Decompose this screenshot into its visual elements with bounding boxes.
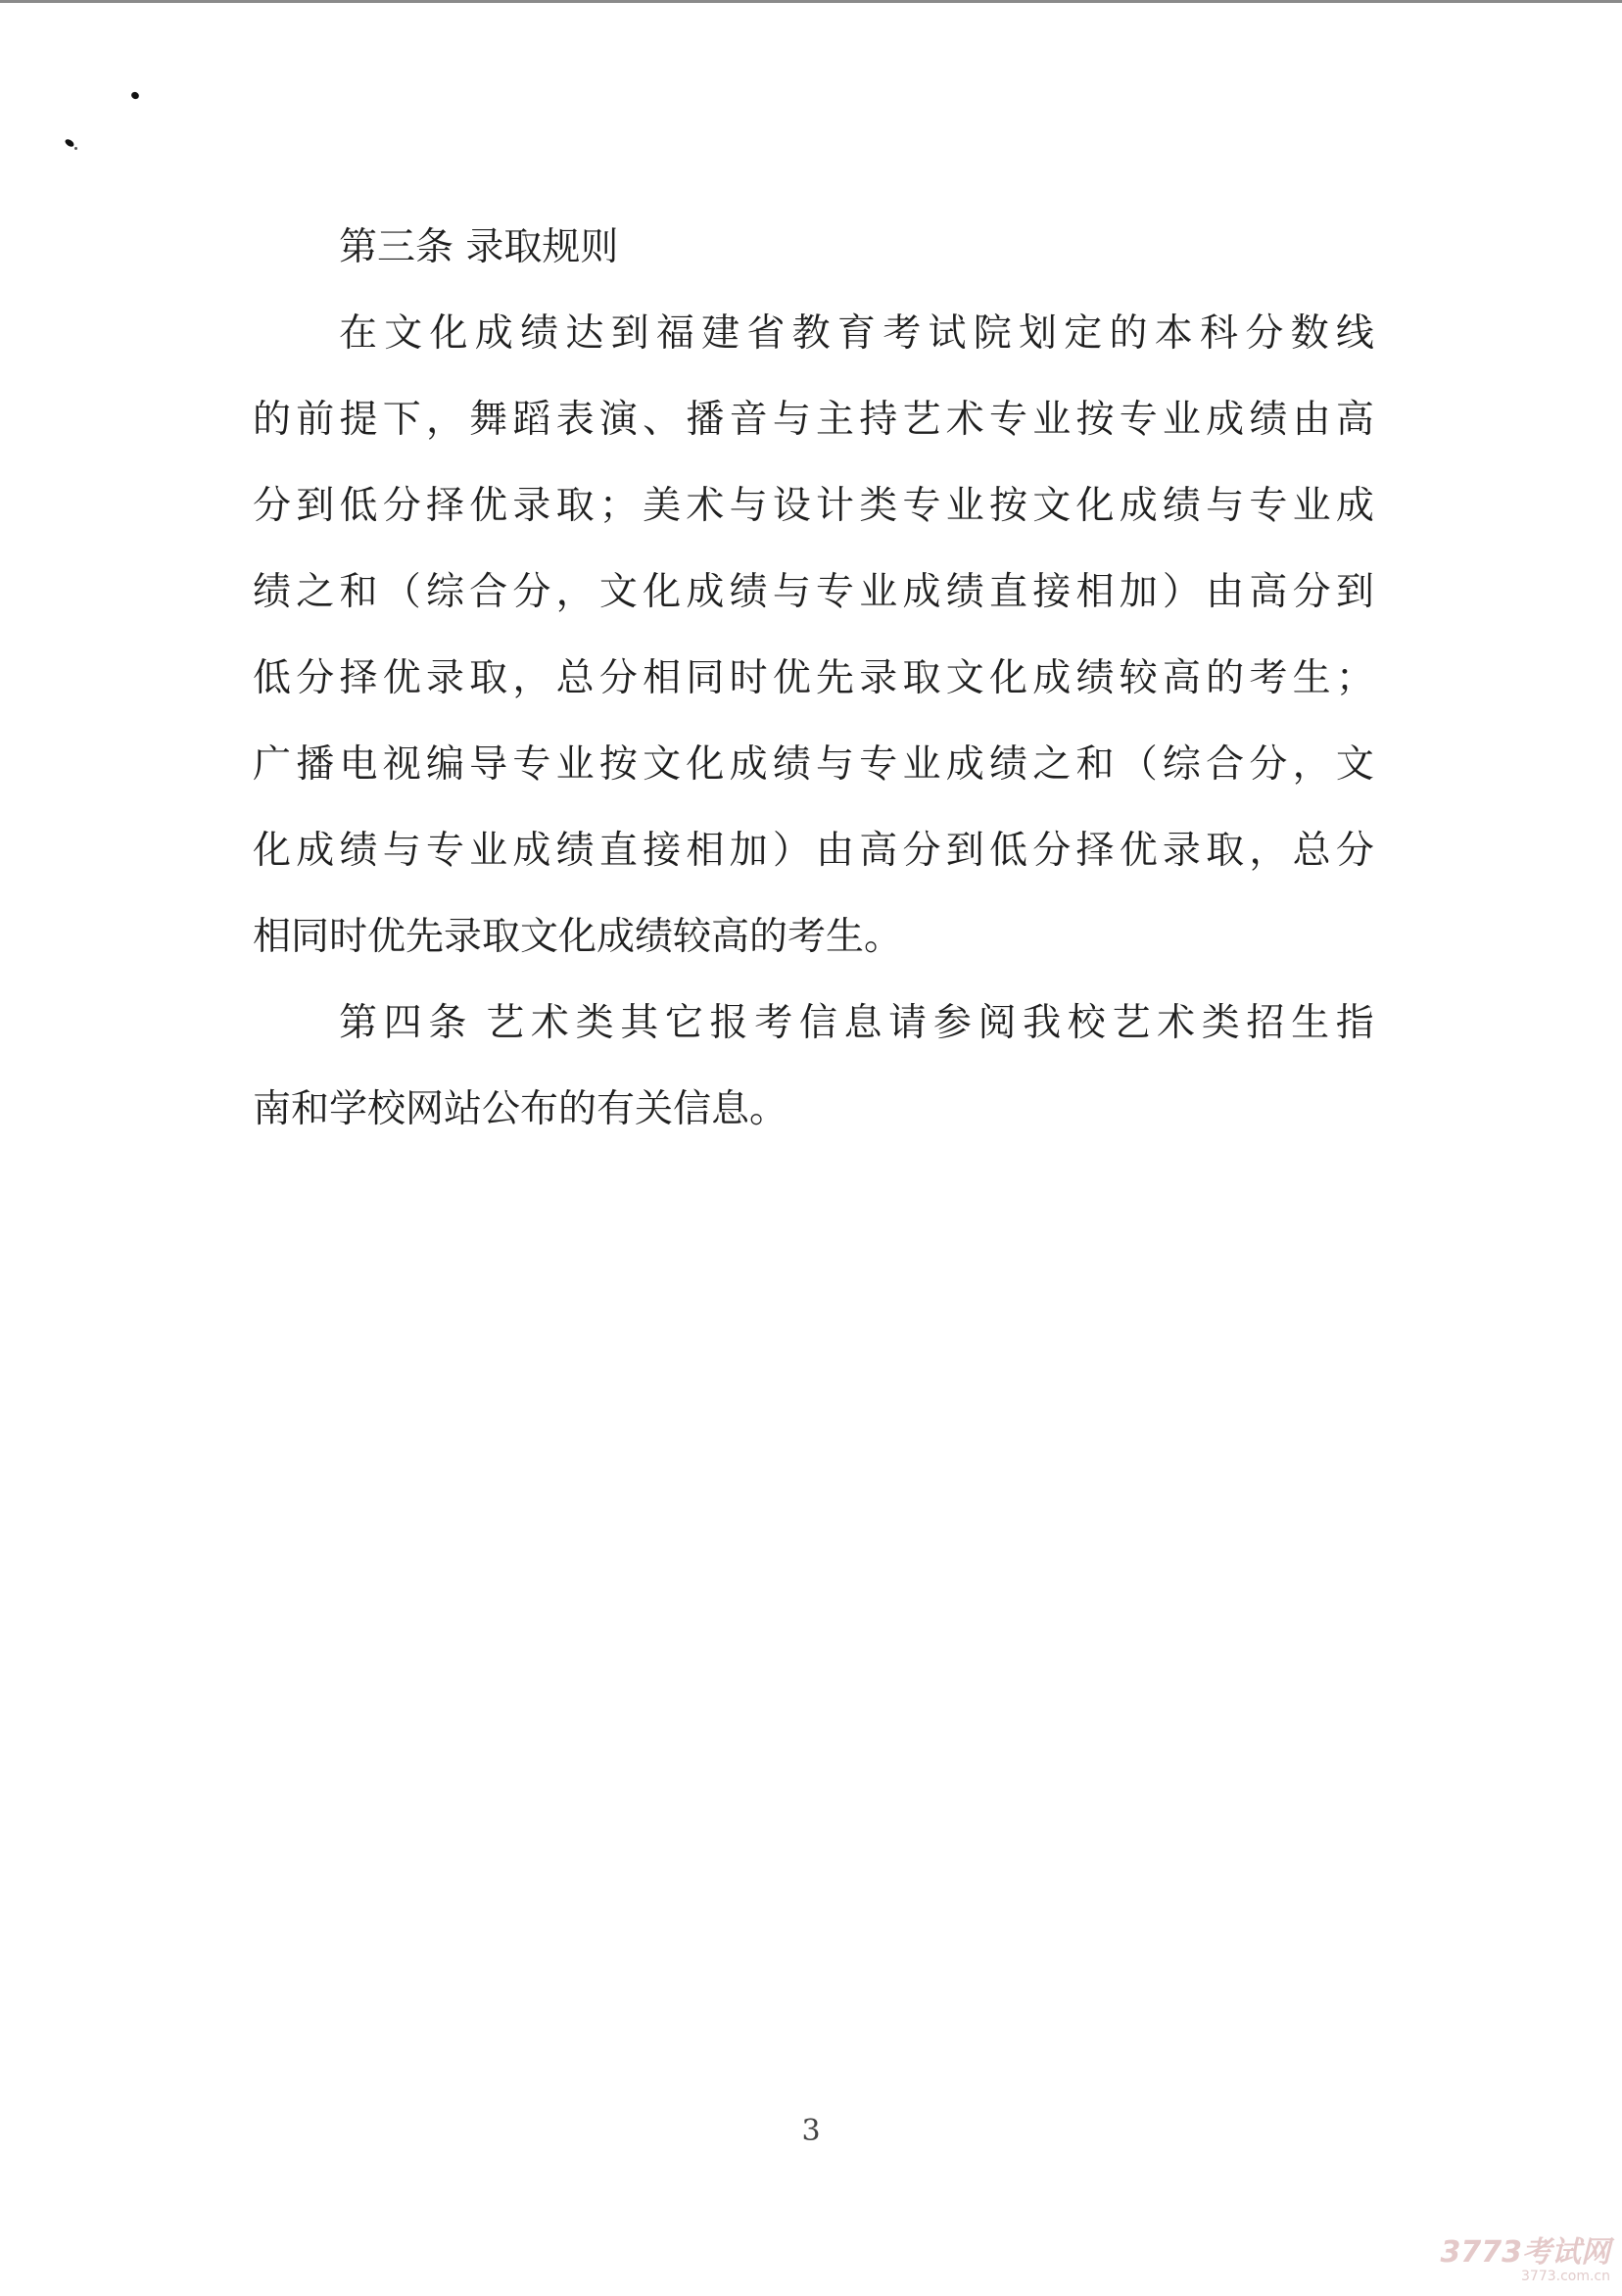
- text-char: 生: [1292, 656, 1331, 700]
- text-char: 成: [686, 570, 725, 614]
- watermark-main: 3773考试网: [1440, 2235, 1610, 2270]
- text-char: 达: [565, 311, 604, 356]
- text-char: 建: [701, 311, 740, 356]
- text-char: 业: [1292, 484, 1331, 528]
- text-char: 优: [469, 484, 508, 528]
- text-char: 定: [1064, 311, 1103, 356]
- scan-top-edge: [0, 0, 1622, 3]
- text-char: 艺: [902, 398, 941, 442]
- text-char: 分: [1245, 311, 1284, 356]
- text-char: 请: [888, 1001, 928, 1045]
- text-char: ）: [772, 829, 811, 873]
- text-char: 加: [1119, 570, 1158, 614]
- text-char: 之: [296, 570, 335, 614]
- text-char: 分: [1292, 570, 1331, 614]
- text-char: 到: [296, 484, 335, 528]
- text-char: 化: [686, 742, 725, 787]
- text-line: 南和学校网站公布的有关信息。: [253, 1087, 788, 1131]
- text-char: 文: [643, 742, 682, 787]
- text-char: 类: [575, 1001, 614, 1045]
- text-char: 成: [1032, 656, 1072, 700]
- text-char: 类: [1201, 1001, 1240, 1045]
- text-line: [253, 829, 1374, 873]
- text-char: 化: [253, 829, 292, 873]
- text-line: 相同时优先录取文化成绩较高的考生。: [253, 915, 903, 959]
- text-char: 择: [1075, 829, 1115, 873]
- text-char: 术: [945, 398, 984, 442]
- text-char: 与: [772, 570, 811, 614]
- text-char: ，: [555, 570, 595, 614]
- text-char: 绩: [1075, 656, 1115, 700]
- text-char: 取: [1206, 829, 1245, 873]
- text-char: 绩: [945, 570, 984, 614]
- text-char: 分: [902, 829, 941, 873]
- text-char: 专: [988, 398, 1027, 442]
- text-char: 直: [598, 829, 638, 873]
- text-char: 加: [729, 829, 768, 873]
- text-char: 专: [1119, 398, 1158, 442]
- text-char: 专: [902, 484, 941, 528]
- text-char: 合: [469, 570, 508, 614]
- text-char: ）: [1162, 570, 1201, 614]
- text-char: 与: [1206, 484, 1245, 528]
- text-char: 化: [988, 656, 1027, 700]
- text-char: 与: [382, 829, 421, 873]
- text-char: 主: [816, 398, 855, 442]
- text-char: 优: [1119, 829, 1158, 873]
- text-char: 院: [973, 311, 1012, 356]
- text-char: 择: [425, 484, 464, 528]
- text-char: 录: [1162, 829, 1201, 873]
- text-char: 舞: [469, 398, 508, 442]
- text-char: 文: [945, 656, 984, 700]
- text-char: 按: [1075, 398, 1115, 442]
- text-char: 高: [1249, 570, 1288, 614]
- text-char: 化: [643, 570, 682, 614]
- text-char: 成: [512, 829, 551, 873]
- text-char: 业: [1162, 398, 1201, 442]
- text-line: [339, 311, 1374, 356]
- text-char: 表: [555, 398, 595, 442]
- text-char: ，: [1292, 742, 1331, 787]
- text-char: 校: [1067, 1001, 1106, 1045]
- text-char: 同: [686, 656, 725, 700]
- text-char: 成: [296, 829, 335, 873]
- text-char: 相: [686, 829, 725, 873]
- text-char: 接: [643, 829, 682, 873]
- text-char: 考: [754, 1001, 793, 1045]
- text-char: 信: [798, 1001, 837, 1045]
- text-char: 和: [1075, 742, 1115, 787]
- text-char: 绩: [1249, 398, 1288, 442]
- text-char: 分: [1032, 829, 1072, 873]
- text-char: 专: [1249, 484, 1288, 528]
- text-char: 在: [339, 311, 378, 356]
- text-char: 条: [428, 1001, 467, 1045]
- text-char: 高: [1162, 656, 1201, 700]
- text-char: 优: [382, 656, 421, 700]
- text-char: 化: [1075, 484, 1115, 528]
- text-char: 设: [772, 484, 811, 528]
- text-char: 总: [555, 656, 595, 700]
- article-4-line: [339, 1001, 1374, 1045]
- text-char: 阅: [978, 1001, 1017, 1045]
- text-char: 取: [902, 656, 941, 700]
- text-char: 省: [746, 311, 786, 356]
- text-char: 综: [1162, 742, 1201, 787]
- text-char: 文: [598, 570, 638, 614]
- text-char: 演: [598, 398, 638, 442]
- text-char: 文: [1335, 742, 1374, 787]
- text-char: 数: [1290, 311, 1329, 356]
- text-char: 按: [988, 484, 1027, 528]
- text-char: 电: [339, 742, 378, 787]
- text-char: 报: [709, 1001, 748, 1045]
- text-line: [253, 484, 1374, 528]
- text-char: 持: [859, 398, 898, 442]
- text-char: 生: [1291, 1001, 1330, 1045]
- text-char: 艺: [1112, 1001, 1151, 1045]
- text-char: 播: [296, 742, 335, 787]
- text-char: 高: [1335, 398, 1374, 442]
- text-char: 择: [339, 656, 378, 700]
- text-char: 美: [643, 484, 682, 528]
- text-char: 编: [425, 742, 464, 787]
- text-char: 成: [1335, 484, 1374, 528]
- text-line: [253, 570, 1374, 614]
- text-char: 与: [729, 484, 768, 528]
- text-char: 分: [1335, 829, 1374, 873]
- scan-speck: [130, 90, 140, 100]
- text-char: 其: [620, 1001, 659, 1045]
- text-char: 艺: [486, 1001, 525, 1045]
- text-char: 成: [1206, 398, 1245, 442]
- text-char: 分: [1249, 742, 1288, 787]
- article-3-heading: 第三条 录取规则: [339, 225, 619, 269]
- text-char: 广: [253, 742, 292, 787]
- text-char: 文: [1032, 484, 1072, 528]
- text-char: 绩: [253, 570, 292, 614]
- text-line: [253, 656, 1374, 700]
- text-char: 到: [1335, 570, 1374, 614]
- text-char: ，: [425, 398, 464, 442]
- text-char: 考: [1249, 656, 1288, 700]
- text-char: 播: [686, 398, 725, 442]
- text-char: 绩: [1162, 484, 1201, 528]
- watermark-logo: [1441, 2227, 1611, 2284]
- text-char: 指: [1335, 1001, 1374, 1045]
- text-char: 绩: [988, 742, 1027, 787]
- text-char: 取: [555, 484, 595, 528]
- text-char: 本: [1154, 311, 1193, 356]
- text-char: 相: [1075, 570, 1115, 614]
- text-char: 试: [928, 311, 967, 356]
- watermark-sub: 3773.com.cn: [1521, 2269, 1610, 2284]
- text-char: 线: [1335, 311, 1374, 356]
- text-char: 的: [1109, 311, 1148, 356]
- text-char: 录: [512, 484, 551, 528]
- text-char: 较: [1119, 656, 1158, 700]
- text-char: 业: [945, 484, 984, 528]
- text-char: 接: [1032, 570, 1072, 614]
- text-char: 、: [643, 398, 682, 442]
- text-char: 招: [1246, 1001, 1285, 1045]
- text-char: 优: [772, 656, 811, 700]
- text-char: 绩: [339, 829, 378, 873]
- text-char: 绩: [729, 570, 768, 614]
- text-char: 分: [512, 570, 551, 614]
- text-char: 类: [859, 484, 898, 528]
- page-number: 3: [801, 2114, 821, 2148]
- text-char: ；: [598, 484, 638, 528]
- text-char: 综: [425, 570, 464, 614]
- text-char: 专: [425, 829, 464, 873]
- text-char: 成: [902, 570, 941, 614]
- text-char: ，: [512, 656, 551, 700]
- text-char: 业: [859, 570, 898, 614]
- text-char: 业: [1032, 398, 1072, 442]
- text-char: 成: [729, 742, 768, 787]
- text-char: 低: [253, 656, 292, 700]
- text-char: 低: [339, 484, 378, 528]
- text-char: 由: [1206, 570, 1245, 614]
- text-char: （: [1119, 742, 1158, 787]
- text-char: （: [382, 570, 421, 614]
- text-char: 蹈: [512, 398, 551, 442]
- text-char: 与: [816, 742, 855, 787]
- text-char: 考: [883, 311, 922, 356]
- text-char: 之: [1032, 742, 1072, 787]
- text-char: 福: [655, 311, 694, 356]
- text-char: 分: [296, 656, 335, 700]
- text-char: 绩: [772, 742, 811, 787]
- text-char: 息: [843, 1001, 883, 1045]
- text-char: 总: [1292, 829, 1331, 873]
- text-char: 我: [1023, 1001, 1062, 1045]
- text-char: 专: [859, 742, 898, 787]
- text-char: 术: [1157, 1001, 1196, 1045]
- text-char: 高: [859, 829, 898, 873]
- text-char: 业: [902, 742, 941, 787]
- text-char: 文: [384, 311, 423, 356]
- text-char: 专: [816, 570, 855, 614]
- text-char: 参: [932, 1001, 972, 1045]
- text-char: ；: [1335, 656, 1374, 700]
- text-char: 时: [729, 656, 768, 700]
- text-char: 成: [474, 311, 513, 356]
- text-char: 到: [945, 829, 984, 873]
- text-char: 直: [988, 570, 1027, 614]
- text-char: 导: [469, 742, 508, 787]
- text-char: 与: [772, 398, 811, 442]
- text-line: [253, 398, 1374, 442]
- scan-speck: [74, 147, 77, 150]
- text-char: 成: [945, 742, 984, 787]
- text-char: 业: [555, 742, 595, 787]
- text-char: 它: [664, 1001, 703, 1045]
- text-char: 划: [1018, 311, 1057, 356]
- text-char: 育: [836, 311, 876, 356]
- text-char: 由: [1292, 398, 1331, 442]
- text-char: 分: [382, 484, 421, 528]
- text-line: [253, 742, 1374, 787]
- text-char: 绩: [555, 829, 595, 873]
- text-char: 术: [530, 1001, 569, 1045]
- text-char: 成: [1119, 484, 1158, 528]
- scan-speck: [64, 138, 75, 149]
- text-char: 化: [429, 311, 468, 356]
- text-char: 计: [816, 484, 855, 528]
- text-char: 录: [425, 656, 464, 700]
- text-char: 术: [686, 484, 725, 528]
- text-char: 音: [729, 398, 768, 442]
- text-char: 先: [816, 656, 855, 700]
- text-char: 相: [643, 656, 682, 700]
- text-char: 专: [512, 742, 551, 787]
- text-char: 四: [383, 1001, 422, 1045]
- text-char: 取: [469, 656, 508, 700]
- text-char: ，: [1249, 829, 1288, 873]
- text-char: 前: [296, 398, 335, 442]
- text-char: 分: [253, 484, 292, 528]
- text-char: 视: [382, 742, 421, 787]
- text-char: 业: [469, 829, 508, 873]
- text-char: 第: [339, 1001, 378, 1045]
- text-char: 下: [382, 398, 421, 442]
- text-char: 录: [859, 656, 898, 700]
- text-char: 科: [1200, 311, 1239, 356]
- text-char: 教: [791, 311, 831, 356]
- text-char: 由: [816, 829, 855, 873]
- text-char: 按: [598, 742, 638, 787]
- text-char: 低: [988, 829, 1027, 873]
- text-char: 合: [1206, 742, 1245, 787]
- text-char: 和: [339, 570, 378, 614]
- text-char: 的: [253, 398, 292, 442]
- text-char: 的: [1206, 656, 1245, 700]
- text-char: 提: [339, 398, 378, 442]
- text-char: 绩: [520, 311, 559, 356]
- text-char: 分: [598, 656, 638, 700]
- text-char: 到: [610, 311, 649, 356]
